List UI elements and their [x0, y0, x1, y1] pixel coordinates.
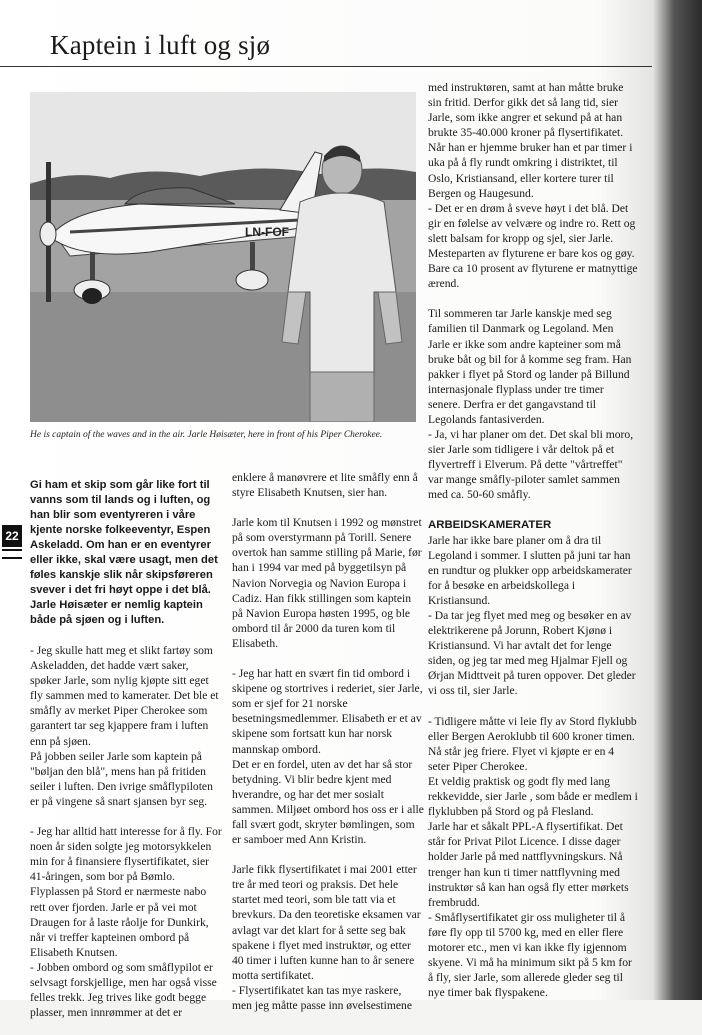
paragraph: Jarle har et såkalt PPL-A flysertifikat. Det står for Privat Pilot Licence. I disse dager holder Jarle på med nattflyvningskurs. Nå trenger han kun ti timer nattflyvning med instruktør så kan han også fly etter mørkets frembrudd.	[428, 820, 629, 909]
aircraft-registration: LN-FOF	[245, 225, 289, 239]
paragraph: - Småflysertifikatet gir oss muligheter til å føre fly opp til 5700 kg, med en eller flere motorer etc., men vi kan ikke fly igjennom skyene. Vi må ha minimum sikt på 5 km for å fly, sier Jarle, som allerede gleder seg til nye timer bak flyspakene.	[428, 910, 632, 1000]
paragraph: - Da tar jeg flyet med meg og besøker en av elektrikerene på Jorunn, Robert Kjønø i Kristiansund. Vi har avtalt det for lenge siden, og jeg tar med meg Hjalmar Fjell og Ørjan Midttveit på turen oppover. Det gleder vi oss til, sier Jarle.	[428, 609, 636, 698]
paragraph: Det er en fordel, uten av det har så stor betydning. Vi blir bedre kjent med hverandre, og har det mer sosialt sammen. Miljøet ombord hos oss er i alle fall svært godt, skryter bømlingen, som er samboer med Ann Kristin.	[232, 757, 424, 847]
article-column-3	[428, 80, 638, 1015]
paragraph: - Flysertifikatet kan tas mye raskere, men jeg måtte passe inn øvelsestimene	[232, 983, 412, 1012]
article-column-1	[30, 478, 222, 1035]
paragraph: Jarle fikk flysertifikatet i mai 2001 etter tre år med teori og praksis. Det hele startet med teori, som ble tatt via et brevkurs. Da den teoretiske eksamen var avlagt var det klart for å sette seg bak spakene i flyet med instruktør, og etter 40 timer i luften kunne han to år senere motta sertifikatet.	[232, 863, 421, 982]
paragraph: - Ja, vi har planer om det. Det skal bli moro, sier Jarle som tidligere i vår deltok på et flyvertreff i Elverum. På dette "vårtreffet" var mange småfly-piloter samlet sammen med ca. 50-60 småfly.	[428, 428, 634, 502]
lead-paragraph: Gi ham et skip som går like fort til vanns som til lands og i luften, og han blir som eventyreren i våre kjente norske folkeeventyr, Espen Askeladd. Om han er en eventyrer eller ikke, skal være usagt, men det føles kanskje slik når skipsføreren svever i det fri høyt oppe i det blå. Jarle Høisæter er nemlig kaptein både på sjøen og i luften.	[30, 479, 218, 626]
page-number: 22	[2, 525, 22, 547]
paragraph: enklere å manøvrere et lite småfly enn å styre Elisabeth Knutsen, sier han.	[232, 471, 418, 500]
paragraph: På jobben seiler Jarle som kaptein på "bøljan den blå", mens han på fritiden seiler i luften. Den ivrige småflypiloten er på vingene så snart sjansen byr seg.	[30, 749, 213, 808]
paragraph: Et veldig praktisk og godt fly med lang rekkevidde, sier Jarle , som både er medlem i flyklubben på Stord og på Flesland.	[428, 774, 638, 819]
title-rule	[0, 66, 652, 67]
paragraph: - Jeg har hatt en svært fin tid ombord i skipene og stortrives i rederiet, sier Jarle, som er sjef for 21 norske besetningsmedlemmer. Elisabeth er et av skipene som fortsatt kun har norsk mannskap ombord.	[232, 667, 423, 756]
paragraph: Jarle har ikke bare planer om å dra til Legoland i sommer. I slutten på juni tar han en rundtur og plukker opp arbeidskamerater for å besøke en arbeidskollega i Kristiansund.	[428, 533, 632, 607]
page-title: Kaptein i luft og sjø	[50, 30, 271, 60]
article-column-2	[232, 470, 424, 1028]
section-heading: ARBEIDSKAMERATER	[428, 518, 552, 531]
airplane-and-captain-illustration	[30, 92, 416, 422]
paragraph: - Jeg skulle hatt meg et slikt fartøy som Askeladden, det hadde vært saker, spøker Jarle, som nylig kjøpte sitt eget fly sammen med to kamerater. Det ble et småfly av merket Piper Cherokee som garantert tar seg kjappere fram i luften enn på sjøen.	[30, 644, 219, 748]
paragraph: med instruktøren, samt at han måtte bruke sin fritid. Derfor gikk det så lang tid, sier Jarle, som ikke angrer et sekund på at han brukte 35-40.000 kroner på flysertifikatet. Når han er hjemme bruker han et par timer i uka på å fly rundt omkring i distriktet, til Oslo, Kristiansand, eller kortere turer til Bergen og Haugesund.	[428, 81, 633, 200]
paragraph: - Jeg har alltid hatt interesse for å fly. For noen år siden solgte jeg motorsykkelen min for å finansiere flysertifikatet, sier 41-åringen, som bor på Bømlo. Flyplassen på Stord er nærmeste nabo rett over fjorden. Jarle er på vei mot Draugen for å laste råolje for Dunkirk, når vi treffer kapteinen ombord på Elisabeth Knutsen.	[30, 825, 222, 959]
paragraph: - Jobben ombord og som småflypilot er selvsagt forskjellige, men har også visse felles trekk. Jeg trives like godt begge plasser, men innrømmer at det er	[30, 960, 217, 1020]
article-photo	[30, 92, 416, 422]
paragraph: - Tidligere måtte vi leie fly av Stord flyklubb eller Bergen Aeroklubb til 600 kroner timen. Nå står jeg friere. Flyet vi kjøpte er en 4 seter Piper Cherokee.	[428, 714, 637, 773]
paragraph: Til sommeren tar Jarle kanskje med seg familien til Danmark og Legoland. Men Jarle er ikke som andre kapteiner som må bruke båt og bil for å komme seg fram. Han pakker i flyet på Stord og lander på Billund internasjonale flyplass under tre timer senere. Derfra er det gangavstand til Legolands fantasiverden.	[428, 307, 632, 426]
page-number-decoration	[2, 549, 22, 559]
paragraph: - Det er en drøm å sveve høyt i det blå. Det gir en følelse av velvære og indre ro. Rett og slett balsam for kropp og sjel, sier Jarle. Mesteparten av flyturene er bare kos og gøy. Bare ca 10 prosent av flyturene er matnyttige ærend.	[428, 201, 638, 291]
paragraph: Jarle kom til Knutsen i 1992 og mønstret på som overstyrmann på Torill. Senere overtok han samme stilling på Marie, før han i 1994 var med på byggetilsyn på Navion Norvegia og Navion Europa i Cadiz. Han fikk stillingen som kaptein på Navion Europa høsten 1995, og ble ombord til år 2000 da turen kom til Elisabeth.	[232, 516, 422, 650]
photo-caption: He is captain of the waves and in the air. Jarle Høisæter, here in front of his Piper Cherokee.	[30, 430, 383, 440]
